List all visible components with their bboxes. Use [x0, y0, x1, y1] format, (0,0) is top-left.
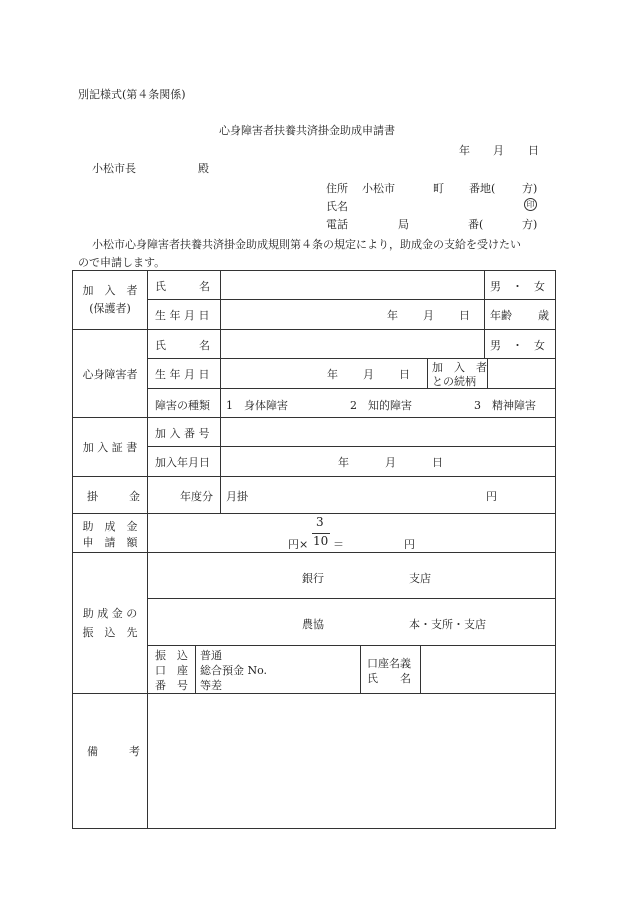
- account-type-etc: 等差: [200, 679, 222, 692]
- transfer-label-2: 振 込 先: [82, 626, 138, 639]
- certificate-label: 加 入 証 書: [82, 441, 138, 454]
- form-reference: 別記様式(第４条関係): [78, 88, 186, 101]
- grant-yen: 円: [404, 538, 415, 551]
- premium-yen: 円: [486, 490, 497, 503]
- phone-label: 電話: [326, 218, 348, 231]
- account-holder-label-2: 氏 名: [367, 672, 411, 685]
- address-label: 住所: [326, 182, 348, 195]
- fraction-numerator: 3: [316, 515, 324, 529]
- disability-type-mental: 3 精神障害: [474, 399, 536, 412]
- remarks-label-2: 考: [129, 745, 140, 758]
- subscriber-birth-year: 年: [387, 309, 398, 322]
- certificate-date-label: 加入年月日: [155, 456, 210, 469]
- premium-monthly: 月掛: [226, 490, 248, 503]
- relation-label-1: 加 入 者: [432, 361, 487, 374]
- bank-branch-label: 支店: [409, 572, 431, 585]
- seal-icon: [524, 197, 537, 211]
- intro-line-1: 小松市心身障害者扶養共済掛金助成規則第４条の規定により，助成金の支給を受けたい: [92, 238, 521, 251]
- grant-yen-times: 円×: [288, 538, 309, 551]
- phone-ban: 番(: [468, 218, 484, 231]
- seal-mark: 印: [524, 198, 537, 211]
- disabled-birth-month: 月: [363, 368, 374, 381]
- disabled-person-label: 心身障害者: [82, 368, 138, 381]
- address-banchi: 番地(: [469, 182, 496, 195]
- subscriber-sex-options: 男 ・ 女: [490, 280, 545, 293]
- disabled-sex-options: 男 ・ 女: [490, 339, 545, 352]
- relation-label-2: との続柄: [432, 375, 476, 388]
- disability-type-physical: 1 身体障害: [226, 399, 288, 412]
- form-title: 心身障害者扶養共済掛金助成申請書: [219, 124, 395, 137]
- grant-equals: ＝: [333, 538, 344, 551]
- disabled-birth-year: 年: [327, 368, 338, 381]
- coop-branch-label: 本・支所・支店: [409, 618, 486, 631]
- coop-label: 農協: [302, 618, 324, 631]
- disabled-name-label: 氏 名: [155, 339, 210, 352]
- premium-label-1: 掛: [87, 490, 98, 503]
- certificate-month: 月: [385, 456, 396, 469]
- certificate-number-label: 加 入 番 号: [155, 427, 210, 440]
- premium-fiscal-year: 年度分: [180, 490, 213, 503]
- fraction-denominator: 10: [313, 534, 329, 548]
- account-label-2: 口 座: [155, 664, 188, 677]
- date-year-label: 年: [459, 144, 470, 157]
- certificate-year: 年: [338, 456, 349, 469]
- bank-label: 銀行: [302, 572, 324, 585]
- honorific: 殿: [198, 162, 209, 175]
- address-city: 小松市: [362, 182, 395, 195]
- account-holder-label-1: 口座名義: [367, 657, 411, 670]
- premium-label-2: 金: [129, 490, 140, 503]
- disability-type-label: 障害の種類: [155, 399, 210, 412]
- grant-label-2: 申 請 額: [82, 536, 138, 549]
- date-month-label: 月: [493, 144, 504, 157]
- account-label-1: 振 込: [155, 649, 188, 662]
- subscriber-birth-label: 生 年 月 日: [155, 309, 210, 322]
- subscriber-age-label: 年齢: [490, 309, 512, 322]
- subscriber-birth-month: 月: [423, 309, 434, 322]
- address-kata: 方): [522, 182, 538, 195]
- transfer-label-1: 助 成 金 の: [82, 607, 138, 620]
- account-label-3: 番 号: [155, 679, 188, 692]
- phone-kata: 方): [522, 218, 538, 231]
- account-type-general: 総合預金 No.: [200, 664, 268, 677]
- subscriber-guardian-label: (保護者): [89, 302, 131, 315]
- account-type-regular: 普通: [200, 649, 222, 662]
- grant-label-1: 助 成 金: [82, 520, 138, 533]
- disabled-birth-label: 生 年 月 日: [155, 368, 210, 381]
- remarks-label-1: 備: [87, 745, 98, 758]
- phone-kyoku: 局: [398, 218, 409, 231]
- disability-type-intellectual: 2 知的障害: [350, 399, 412, 412]
- subscriber-name-label: 氏 名: [155, 280, 210, 293]
- addressee: 小松市長: [92, 162, 136, 175]
- certificate-day: 日: [432, 456, 443, 469]
- address-town: 町: [433, 182, 444, 195]
- disabled-birth-day: 日: [399, 368, 410, 381]
- subscriber-age-unit: 歳: [538, 309, 549, 322]
- name-label: 氏名: [326, 200, 348, 213]
- subscriber-birth-day: 日: [459, 309, 470, 322]
- intro-line-2: ので申請します。: [78, 256, 166, 269]
- date-day-label: 日: [528, 144, 539, 157]
- subscriber-label: 加 入 者: [82, 284, 138, 297]
